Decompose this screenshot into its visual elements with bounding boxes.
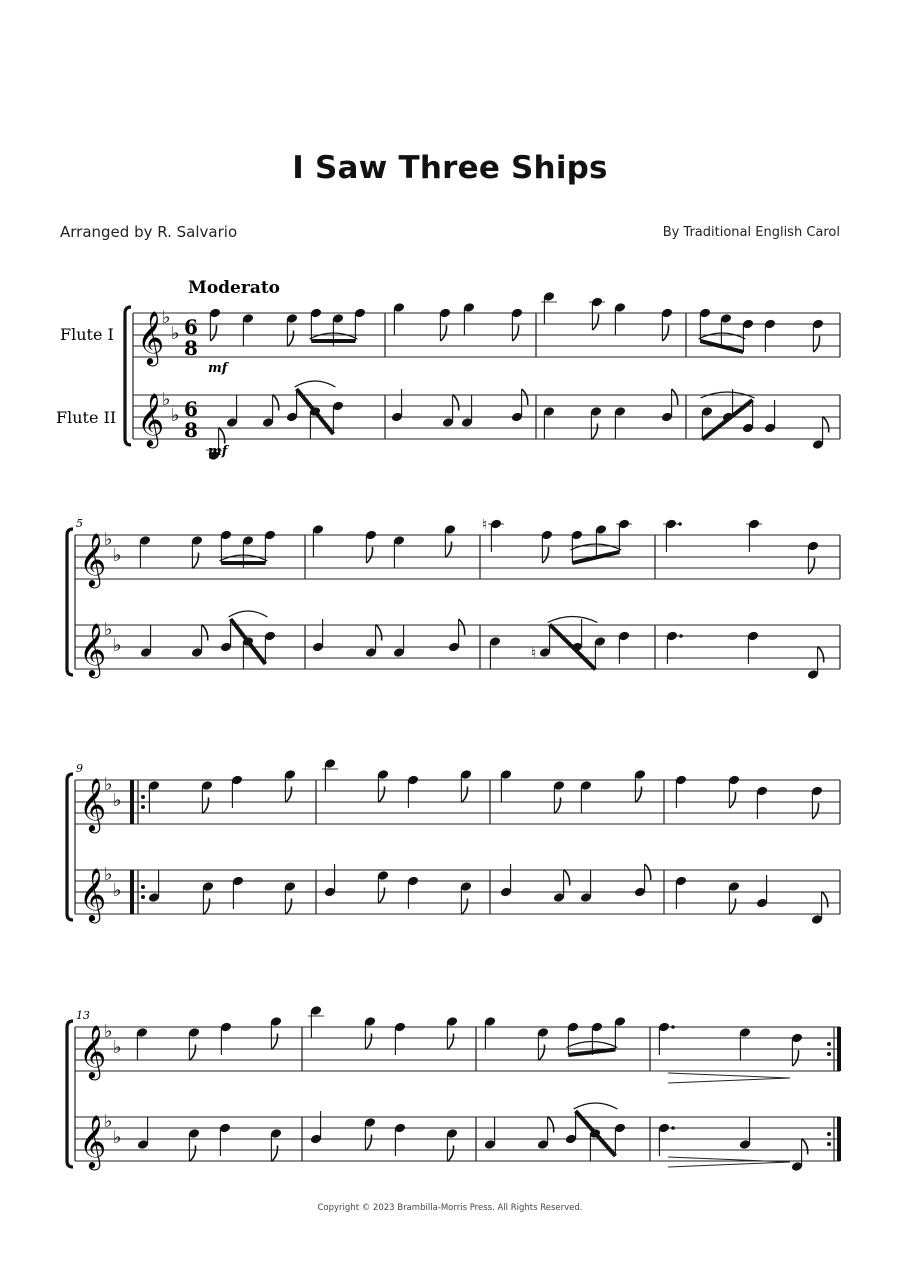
final-barline — [837, 1117, 841, 1161]
note — [580, 870, 593, 904]
flag — [453, 395, 459, 411]
note — [137, 1117, 150, 1151]
note — [191, 625, 208, 659]
slur — [295, 381, 336, 387]
flag — [808, 558, 814, 574]
note — [807, 647, 824, 681]
note — [270, 1128, 283, 1162]
measure-number: 9 — [76, 762, 83, 775]
flag — [662, 325, 668, 341]
note — [442, 395, 459, 429]
flag — [365, 1135, 371, 1151]
flat-icon: ♭ — [104, 619, 113, 640]
flag — [802, 1139, 808, 1155]
slur — [229, 611, 268, 617]
flat-icon: ♭ — [113, 1127, 122, 1148]
staff — [75, 517, 840, 588]
flag — [202, 798, 208, 814]
flag — [792, 1050, 798, 1066]
note — [811, 892, 828, 926]
staff — [133, 291, 840, 366]
flag — [219, 428, 225, 444]
note — [461, 395, 474, 429]
flat-icon: ♭ — [113, 635, 122, 656]
note — [595, 524, 608, 558]
flag — [522, 389, 528, 405]
note — [322, 758, 338, 792]
note — [226, 395, 239, 429]
measure-number: 13 — [76, 1009, 90, 1022]
system-bracket — [67, 774, 73, 920]
note — [537, 1117, 554, 1151]
note — [202, 881, 215, 915]
treble-clef-icon: 𝄞 — [79, 1024, 107, 1078]
system — [67, 1005, 841, 1172]
slur — [574, 1103, 618, 1109]
note — [393, 625, 406, 659]
note — [594, 636, 607, 670]
note — [284, 769, 297, 803]
treble-clef-icon: 𝄞 — [137, 310, 165, 364]
flag — [461, 899, 467, 915]
arranger-credit: Arranged by R. Salvario — [60, 223, 238, 241]
flag — [271, 1034, 277, 1050]
note — [262, 395, 279, 429]
note — [136, 1027, 149, 1061]
staff — [75, 1103, 841, 1172]
staff — [75, 611, 840, 680]
note — [148, 780, 161, 814]
time-signature-bottom: 8 — [184, 418, 198, 442]
repeat-dot — [141, 885, 145, 889]
repeat-dot — [827, 1142, 831, 1146]
flag — [285, 899, 291, 915]
flag — [447, 1034, 453, 1050]
flag — [271, 1146, 277, 1162]
flag — [812, 803, 818, 819]
time-signature-bottom: 8 — [184, 336, 198, 360]
flag — [672, 389, 678, 405]
note — [590, 406, 603, 440]
note — [531, 625, 551, 662]
flat-icon: ♭ — [113, 545, 122, 566]
note — [614, 302, 627, 336]
flag — [823, 417, 829, 433]
treble-clef-icon: 𝄞 — [79, 1114, 107, 1168]
beam — [231, 619, 266, 664]
flag — [542, 547, 548, 563]
dot — [671, 1126, 675, 1130]
staff — [133, 381, 840, 461]
measure-number: 5 — [76, 517, 83, 530]
flag — [729, 899, 735, 915]
note — [308, 1005, 324, 1039]
time-signature-top: 6 — [184, 315, 198, 339]
treble-clef-icon: 𝄞 — [79, 867, 107, 921]
treble-clef-icon: 𝄞 — [79, 532, 107, 586]
note — [728, 881, 741, 915]
flat-icon: ♭ — [171, 405, 180, 426]
note — [191, 535, 204, 569]
note — [482, 517, 504, 552]
copyright-notice: Copyright © 2023 Brambilla-Morris Press. All Rights Reserved. — [317, 1203, 583, 1213]
note — [242, 313, 255, 347]
flag — [818, 647, 824, 663]
start-repeat-barline — [130, 870, 134, 914]
note — [312, 524, 325, 558]
note — [365, 625, 382, 659]
flat-icon: ♭ — [104, 774, 113, 795]
system — [125, 291, 840, 461]
flag — [564, 870, 570, 886]
note — [614, 1016, 627, 1050]
flat-icon: ♭ — [104, 1111, 113, 1132]
note — [543, 406, 556, 440]
dot — [671, 1025, 675, 1029]
flag — [210, 325, 216, 341]
note — [500, 769, 513, 803]
beam — [568, 1050, 615, 1056]
flag — [189, 1146, 195, 1162]
note — [537, 1027, 550, 1061]
instrument-label-flute-1: Flute I — [60, 325, 114, 344]
flag — [822, 892, 828, 908]
note — [377, 870, 390, 904]
repeat-dot — [141, 895, 145, 899]
flag — [635, 787, 641, 803]
note — [812, 417, 829, 451]
flag — [592, 314, 598, 330]
system-bracket — [125, 307, 131, 445]
decrescendo-hairpin — [668, 1073, 790, 1083]
treble-clef-icon: 𝄞 — [79, 622, 107, 676]
flat-icon: ♭ — [162, 307, 171, 328]
flag — [189, 1045, 195, 1061]
flat-icon: ♭ — [113, 790, 122, 811]
repeat-dot — [827, 1052, 831, 1056]
staff — [75, 864, 840, 925]
repeat-dot — [141, 805, 145, 809]
flat-icon: ♭ — [113, 1037, 122, 1058]
natural-icon: ♮ — [531, 645, 537, 662]
flat-icon: ♭ — [104, 529, 113, 550]
composer-credit: By Traditional English Carol — [662, 225, 840, 240]
note — [460, 881, 473, 915]
flat-icon: ♭ — [104, 864, 113, 885]
note — [364, 1117, 377, 1151]
time-signature-top: 6 — [184, 397, 198, 421]
note — [364, 1016, 377, 1050]
note — [393, 302, 406, 336]
note — [541, 291, 557, 325]
flag — [202, 625, 208, 641]
flat-icon: ♭ — [104, 1021, 113, 1042]
note — [553, 870, 570, 904]
beam — [297, 389, 334, 434]
beam — [576, 1111, 616, 1156]
flag — [548, 1117, 554, 1133]
note — [580, 780, 593, 814]
note — [188, 1128, 201, 1162]
repeat-dot — [141, 795, 145, 799]
system-bracket — [67, 529, 73, 675]
flag — [645, 864, 651, 880]
flag — [813, 336, 819, 352]
flat-icon: ♭ — [162, 389, 171, 410]
note — [634, 769, 647, 803]
repeat-dot — [827, 1042, 831, 1046]
staff — [75, 758, 840, 833]
note — [139, 535, 152, 569]
dot — [679, 634, 683, 638]
flag — [591, 424, 597, 440]
note — [393, 535, 406, 569]
note — [446, 1128, 459, 1162]
flag — [273, 395, 279, 411]
note — [739, 1027, 752, 1061]
flag — [729, 792, 735, 808]
flag — [285, 787, 291, 803]
flag — [440, 325, 446, 341]
note — [188, 1027, 201, 1061]
note — [446, 1016, 459, 1050]
flag — [203, 899, 209, 915]
flag — [365, 1034, 371, 1050]
instrument-label-flute-2: Flute II — [56, 408, 117, 427]
flag — [554, 798, 560, 814]
slur — [548, 617, 598, 623]
flag — [376, 625, 382, 641]
flag — [538, 1045, 544, 1061]
system — [67, 517, 840, 680]
note — [148, 870, 161, 904]
flag — [445, 542, 451, 558]
note — [739, 1117, 752, 1151]
dot — [678, 522, 682, 526]
tempo-marking: Moderato — [188, 278, 281, 298]
staff — [75, 1005, 841, 1080]
note — [286, 313, 299, 347]
flat-icon: ♭ — [113, 880, 122, 901]
note — [484, 1016, 497, 1050]
note — [614, 406, 627, 440]
flag — [447, 1146, 453, 1162]
note — [720, 313, 733, 347]
flag — [461, 787, 467, 803]
note — [463, 302, 476, 336]
note — [553, 780, 566, 814]
dynamic-marking: mf — [208, 444, 228, 459]
note — [791, 1139, 808, 1173]
note — [460, 769, 473, 803]
note — [444, 524, 457, 558]
final-barline — [837, 1027, 841, 1071]
treble-clef-icon: 𝄞 — [79, 777, 107, 831]
treble-clef-icon: 𝄞 — [137, 392, 165, 446]
note — [377, 769, 390, 803]
flag — [192, 553, 198, 569]
note — [140, 625, 153, 659]
flag — [287, 331, 293, 347]
flag — [378, 787, 384, 803]
note — [484, 1117, 497, 1151]
system — [67, 758, 840, 925]
note — [284, 881, 297, 915]
system-bracket — [67, 1021, 73, 1167]
flag — [512, 325, 518, 341]
flat-icon: ♭ — [171, 323, 180, 344]
flag — [378, 888, 384, 904]
note — [489, 636, 502, 670]
note — [201, 780, 214, 814]
natural-icon: ♮ — [482, 517, 488, 533]
decrescendo-hairpin — [668, 1157, 790, 1167]
repeat-dot — [827, 1132, 831, 1136]
flag — [459, 619, 465, 635]
note — [270, 1016, 283, 1050]
flag — [366, 547, 372, 563]
dynamic-marking: mf — [208, 361, 228, 376]
start-repeat-barline — [130, 780, 134, 824]
page-title: I Saw Three Ships — [292, 150, 608, 186]
